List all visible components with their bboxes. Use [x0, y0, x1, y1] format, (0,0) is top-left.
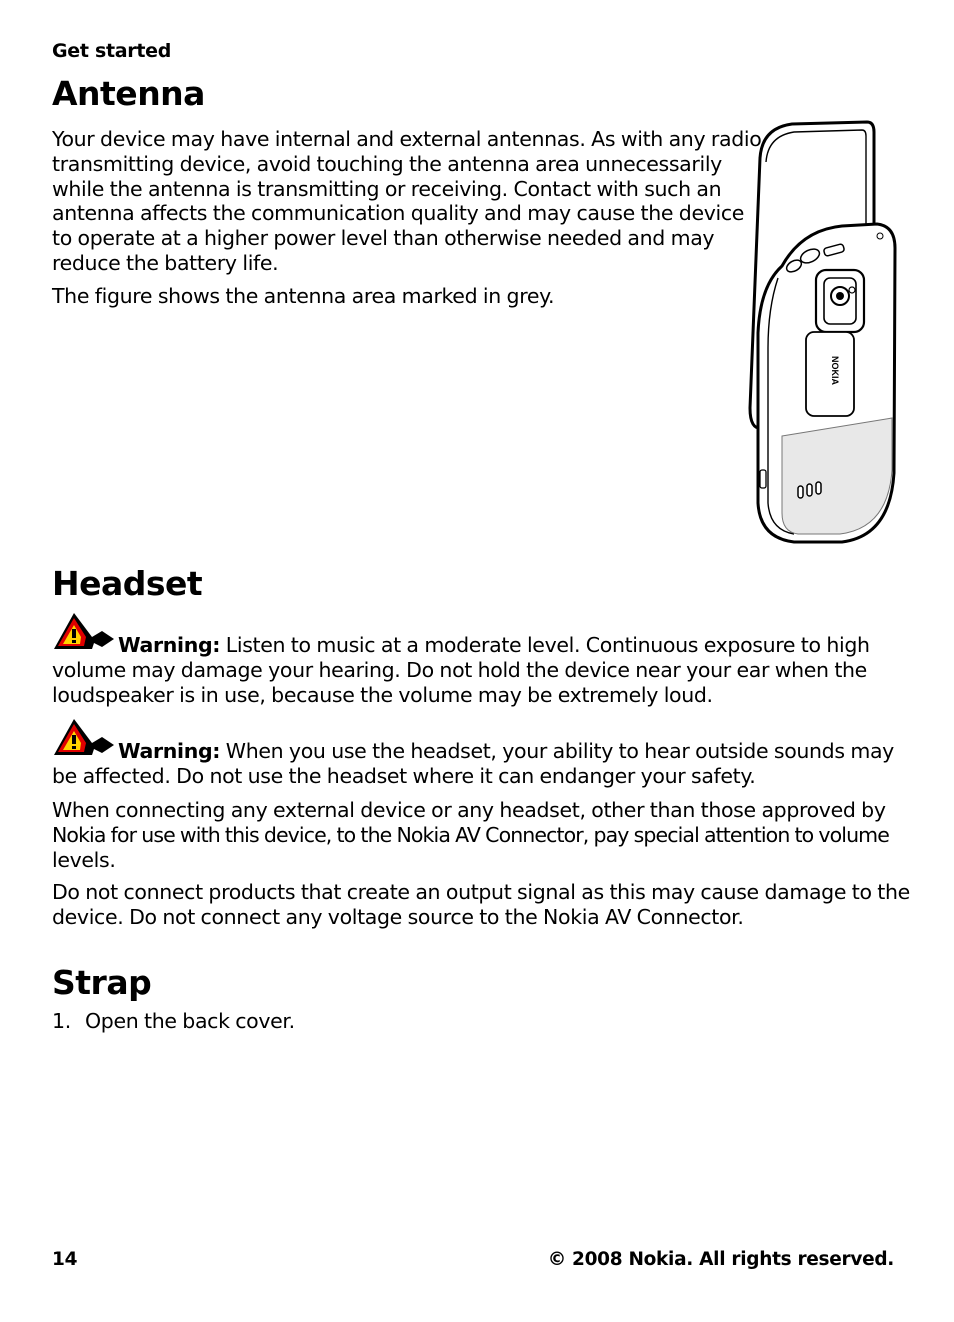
strap-heading: Strap — [52, 963, 152, 1002]
headset-heading: Headset — [52, 564, 203, 603]
page-number: 14 — [52, 1249, 78, 1270]
strap-step-1: 1. Open the back cover. — [52, 1009, 295, 1033]
warning-headset: Warning: When you use the headset, your ability to hear outside sounds may be affected. Do not use the headset where it can endanger your safety. — [52, 739, 894, 788]
antenna-figure-caption: The figure shows the antenna area marked in grey. — [52, 284, 555, 308]
output-signal-paragraph: Do not connect products that create an output signal as this may cause damage to the device. Do not connect any voltage source to the Nokia AV Connector. — [52, 880, 910, 929]
running-head: Get started — [52, 40, 172, 62]
warning-hearing: Warning: Listen to music at a moderate level. Continuous exposure to high volume may damage your hearing. Do not hold the device near your ear when the loudspeaker is in use, because the volume may be extremely loud. — [52, 633, 870, 707]
antenna-heading: Antenna — [52, 74, 205, 113]
external-device-paragraph: When connecting any external device or any headset, other than those approved by Nokia for use with this device, to the Nokia AV Connector, pay special attention to volume levels. — [52, 798, 889, 872]
phone-antenna-illustration — [742, 118, 900, 548]
antenna-area-grey — [782, 418, 892, 534]
antenna-paragraph: Your device may have internal and external antennas. As with any radio transmitting device, avoid touching the antenna area unnecessarily while the antenna is transmitting or receiving. Contact with such an antenna affects the communication quality and may cause the device to operate at a higher power level than otherwise needed and may reduce the battery life. — [52, 127, 762, 275]
phone-brand-label: NOKIA — [830, 356, 840, 385]
copyright: © 2008 Nokia. All rights reserved. — [547, 1249, 894, 1270]
